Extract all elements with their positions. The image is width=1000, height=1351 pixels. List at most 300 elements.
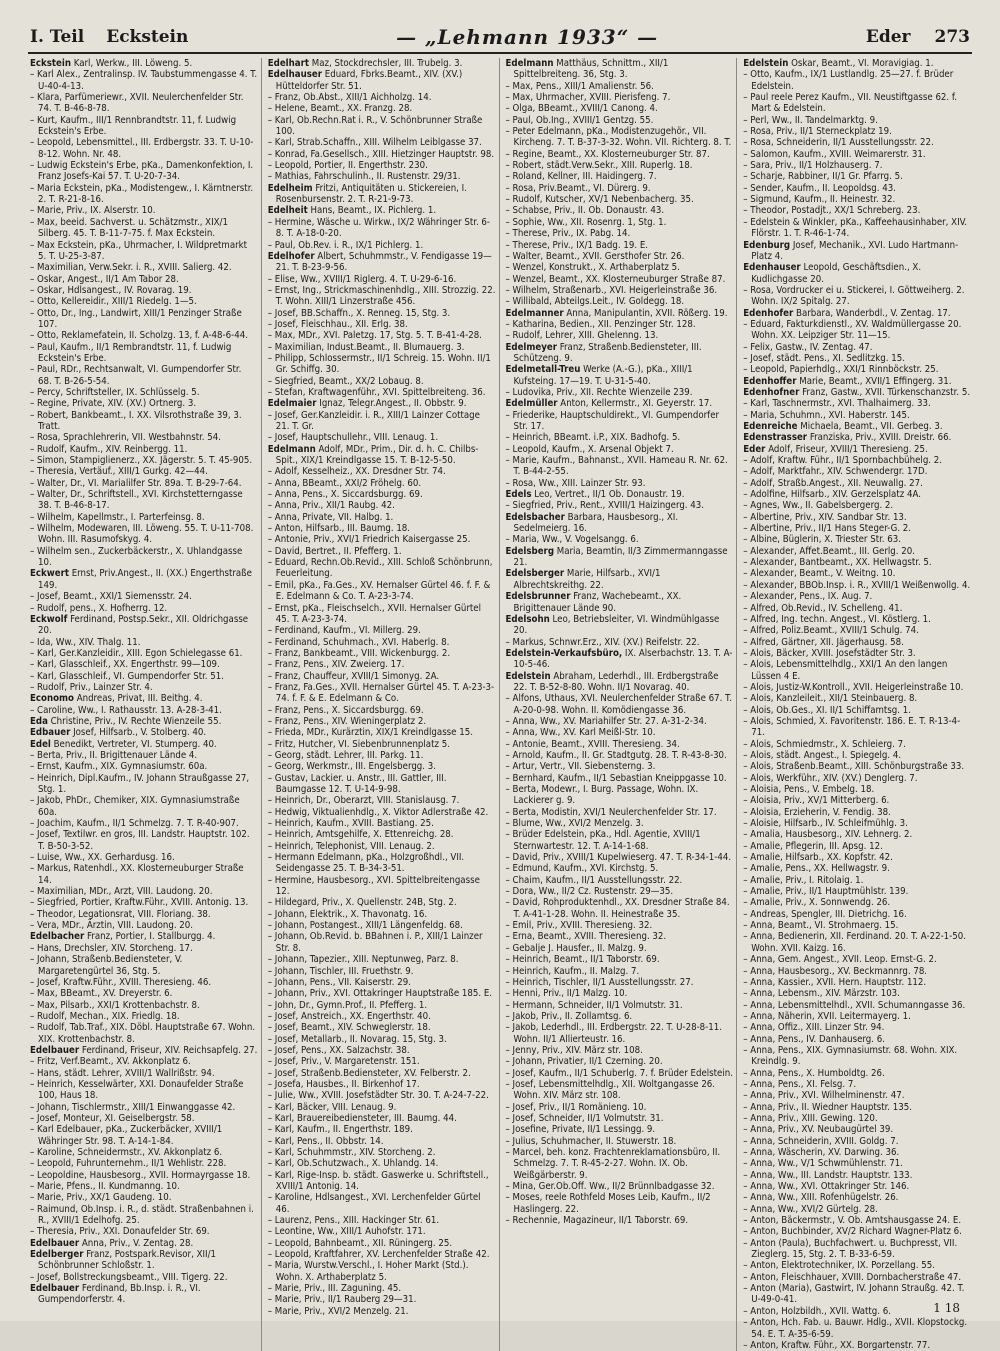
directory-entry: – Rudolf, Kutscher, XV/1 Nebenbacherg. 35.: [505, 194, 694, 206]
directory-entry: – Robert, Bankbeamt., I. XX. Vilsrothstraße 39, 3. Tratt.: [30, 409, 242, 432]
directory-entry: – Mathias, Fahrschulinh., II. Rustenstr. 29/31.: [267, 171, 461, 183]
directory-entry: – Rudolf, Kaufm., XIV. Reinbergg. 11.: [30, 443, 188, 455]
directory-entry: – Anna, Priv., II. Wiedner Hauptstr. 135.: [743, 1101, 912, 1113]
directory-entry: – Max Eckstein, pKa., Uhrmacher, I. Wildpretmarkt 5. T. U-25-3-87.: [30, 239, 248, 262]
directory-entry: – Hildegard, Priv., X. Quellenstr. 24B, Stg. 2.: [267, 897, 457, 909]
directory-entry: – Ernst, Kaufm., XIX. Gymnasiumstr. 60a.: [30, 761, 208, 773]
directory-entry: – Franz, Bankbeamt., VIII. Wickenburgg. 2.: [267, 647, 451, 659]
directory-entry: – Peter Edelmann, pKa., Modistenzugehör., VII. Kircheng. 7. T. B-37-3-32. Wohn. VII. Richterg. 8. T.: [505, 126, 732, 149]
directory-entry: – Hedwig, Viktualienhdlg., X. Viktor Adlerstraße 42.: [267, 806, 489, 818]
directory-entry: – Alois, Justiz-W.Kontroll., XVII. Heigerleinstraße 10.: [743, 681, 964, 693]
directory-entry: – Chaim, Kaufm., II/1 Ausstellungsstr. 22.: [505, 874, 683, 886]
directory-entry: – Karl, Ob.Rechn.Rat i. R., V. Schönbrunner Straße 100.: [267, 114, 483, 138]
directory-entry: – Stefan, Kraftwagenführ., XVI. Spittelbreiteng. 36.: [267, 386, 486, 398]
directory-entry: – Therese, Priv., IX. Pabg. 14.: [505, 228, 631, 240]
directory-entry: – Otto, Kellereidir., XIII/1 Riedelg. 1—5.: [30, 296, 197, 308]
directory-entry: – Anna, Ww., V/1 Schwmühlenstr. 71.: [743, 1158, 903, 1170]
directory-entry: Edelmann Matthäus, Schnittm., XII/1 Spittelbreiteng. 36, Stg. 3.: [505, 58, 669, 81]
directory-entry: – Josef, städt. Pens., XI. Sedlitzkg. 15.: [743, 352, 905, 364]
directory-entry: – Max, Pens., XIII/1 Amalienstr. 56.: [505, 80, 654, 92]
directory-entry: – Anton, Bäckermstr., V. Ob. Amtshausgasse 24. E.: [743, 1215, 962, 1227]
directory-entry: Edelhauser Eduard, Fbrks.Beamt., XIV. (XV.) Hütteldorfer Str. 51.: [267, 69, 463, 92]
directory-entry: – Otto, Reklamefatein, II. Scholzg. 13, f. A-48-6-44.: [30, 330, 248, 342]
directory-entry: – Heinrich, Dr., Oberarzt, VIII. Stanislausg. 7.: [267, 795, 460, 807]
directory-entry: – Marie, Priv., XX/1 Gaudeng. 10.: [30, 1192, 172, 1204]
directory-entry: – Anna, Bedienerin, XII. Ferdinand. 20. T. A-22-1-50. Wohn. XVII. Kaizg. 16.: [743, 931, 967, 954]
directory-entry: – Leontine, Ww., XIII/1 Auhofstr. 171.: [267, 1226, 426, 1238]
directory-entry: – Felix, Gastw., IV. Zentag. 47.: [743, 341, 873, 353]
directory-entry: – Franz, Fa.Ges., XVII. Hernalser Gürtel 45. T. A-23-3-74. f. F. & E. Edelmann & Co.: [267, 681, 495, 705]
directory-entry: – Salomon, Kaufm., XVIII. Weimarerstr. 31.: [743, 148, 926, 160]
directory-entry: – John, Dr., Gymn.Prof., II. Pfefferg. 1.: [267, 999, 428, 1011]
directory-entry: – Emil, pKa., Fa.Ges., XV. Hernalser Gürtel 46. f. F. & E. Edelmann & Co. T. A-23-3-74.: [267, 579, 491, 603]
directory-entry: – Wenzel, Beamt., XX. Klosterneuburger Straße 87.: [505, 273, 726, 285]
directory-entry: – Johann, Postangest., XIII/1 Längenfeldg. 68.: [267, 920, 463, 932]
directory-entry: Edelsohn Leo, Betriebsleiter, VI. Windmühlgasse 20.: [505, 613, 720, 637]
directory-entry: – Amalie, Priv., I. Ritolaig. 1.: [743, 874, 864, 886]
directory-entry: – Marcel, beh. konz. Frachtenreklamationsbüro, II. Schmelzg. 7. T. R-45-2-27. Wohn. IX. Ob. Weißgärberstr. 9.: [505, 1147, 721, 1181]
directory-entry: – Jakob, PhDr., Chemiker, XIX. Gymnasiumstraße 60a.: [30, 795, 240, 818]
directory-entry: – Katharina, Bedien., XII. Penzinger Str. 128.: [505, 318, 696, 330]
directory-entry: – Anna, Schneiderin, XVIII. Goldg. 7.: [743, 1135, 899, 1147]
directory-entry: – Theresia, Vertäuf., XIII/1 Gurkg. 42—44.: [30, 466, 208, 478]
directory-entry: – Klara, Parfümeriewr., XVII. Neulerchenfelder Str. 74. T. B-46-8-78.: [30, 92, 244, 115]
directory-entry: – Anton, Elektrotechniker, IX. Porzellang. 55.: [743, 1260, 935, 1272]
directory-entry: – Anna, Lebensmittelhdl., XVII. Schumanngasse 36.: [743, 999, 966, 1011]
directory-entry: – Theodor, Postadjt., XX/1 Schreberg. 23.: [743, 205, 921, 217]
directory-entry: – Adolf, Kesselheiz., XX. Dresdner Str. 74.: [267, 466, 446, 478]
directory-entry: – Alois, Lebensmittelhdlg., XXI/1 An den langen Lüssen 4 E.: [743, 659, 948, 682]
directory-entry: – Bernhard, Kaufm., II/1 Sebastian Kneippgasse 10.: [505, 772, 727, 784]
directory-entry: – Rudolf, Lehrer, XIII. Ghelenng. 13.: [505, 330, 659, 342]
directory-entry: – Anna, Ww., XVI. Ottakringer Str. 146.: [743, 1181, 910, 1193]
directory-entry: Edelbacher Franz, Portier, I. Stallburgg. 4.: [30, 931, 216, 943]
right-running-head: Eder: [865, 27, 911, 47]
directory-entry: Edelheit Hans, Beamt., IX. Pichlerg. 1.: [267, 205, 437, 217]
directory-entry: Economo Andreas, Privat, III. Beithg. 4.: [30, 693, 203, 705]
directory-entry: Eckwert Ernst, Priv.Angest., II. (XX.) Engerthstraße 149.: [30, 568, 252, 591]
directory-entry: – Johann, Tapezier., XIII. Neptunweg, Parz. 8.: [267, 954, 459, 966]
directory-entry: – Alois, Straßenb.Beamt., XIII. Schönburgstraße 33.: [743, 761, 965, 773]
directory-entry: – Siegfried, Beamt., XX/2 Lobaug. 8.: [267, 375, 424, 387]
directory-columns: [30, 58, 975, 1351]
directory-entry: – Antonie, Beamt., XVIII. Theresieng. 34.: [505, 738, 680, 750]
directory-entry: – Anna, Pens., XIX. Gymnasiumstr. 68. Wohn. XIX. Kreindlg. 9.: [743, 1044, 958, 1068]
page-header: [30, 24, 970, 50]
header-rule: [28, 52, 972, 54]
directory-entry: – Edmund, Kaufm., XVI. Kirchstg. 5.: [505, 863, 659, 875]
directory-entry: – Perl, Ww., II. Tandelmarktg. 9.: [743, 114, 878, 126]
directory-entry: – Siegfried, Priv., Rent., XVIII/1 Haizingerg. 43.: [505, 500, 705, 512]
directory-entry: – Josef, Ger.Kanzleidir. i. R., XIII/1 Lainzer Cottage 21. T. Gr.: [267, 409, 480, 432]
directory-entry: – Theresia, Priv., XXI. Donaufelder Str. 69.: [30, 1226, 210, 1238]
directory-entry: – Henni, Priv., II/1 Malzg. 10.: [505, 988, 628, 1000]
directory-entry: Edelbauer Anna, Priv., V. Zentag. 28.: [30, 1237, 194, 1249]
directory-entry: Edenhauser Leopold, Geschäftsdien., X. Kudlichgasse 20.: [743, 262, 922, 285]
directory-entry: – Amalie, Pflegerin, III. Apsg. 12.: [743, 840, 883, 852]
directory-entry: – Otto, Kaufm., IX/1 Lustlandlg. 25—27. f. Brüder Edelstein.: [743, 69, 954, 92]
directory-entry: – Joachim, Kaufm., II/1 Schmelzg. 7. T. R-40-907.: [30, 818, 239, 830]
directory-entry: – Caroline, Ww., I. Rathausstr. 13. A-28-3-41.: [30, 704, 222, 716]
directory-entry: – Wilhelm, Modewaren, III. Löweng. 55. T. U-11-708. Wohn. III. Rasumofskyg. 4.: [30, 523, 254, 546]
directory-entry: – Rudolf, pens., X. Hofherrg. 12.: [30, 602, 168, 614]
directory-column-4: [743, 58, 975, 1351]
directory-entry: – Leopold, Bahnbeamt., XII. Rüningerg. 25.: [267, 1237, 453, 1249]
directory-column-3: [506, 58, 738, 1351]
directory-entry: Edenburg Josef, Mechanik., XVI. Ludo Hartmann-Platz 4.: [743, 239, 959, 262]
directory-entry: – Eduard, Fakturkdienstl., XV. Waldmüllergasse 20. Wohn. XX. Leipziger Str. 11—15.: [743, 318, 962, 342]
directory-entry: – Frieda, MDr., Kurärztin, XIX/1 Kreindlgasse 15.: [267, 727, 473, 739]
directory-entry: Edelhofer Albert, Schuhmmstr., V. Fendigasse 19—21. T. B-23-9-56.: [267, 250, 492, 274]
directory-entry: – Alfred, Gärtner, XII. Jägerhausg. 58.: [743, 636, 904, 648]
directory-entry: Edelbauer Ferdinand, Bb.Insp. i. R., VI. Gumpendorferstr. 4.: [30, 1283, 201, 1306]
directory-entry: – Kurt, Kaufm., III/1 Rennbrandtstr. 11, f. Ludwig Eckstein's Erbe.: [30, 114, 237, 138]
directory-entry: – Josef, Priv., II/1 Romänieng. 10.: [505, 1101, 647, 1113]
directory-entry: – Anna, Beamt., VI. Strohmaerg. 15.: [743, 920, 899, 932]
directory-entry: – Sara, Priv., II/1 Holzhauserg. 7.: [743, 160, 883, 172]
directory-entry: – Berta, Modistin, XVI/1 Neulerchenfelder Str. 17.: [505, 806, 717, 818]
directory-entry: – Karl, Brauereibediensteter, III. Baumg. 44.: [267, 1112, 457, 1124]
directory-entry: Edelmetall-Treu Werke (A.-G.), pKa., XIII/1 Kufsteing. 17—19. T. U-31-5-40.: [505, 364, 693, 387]
directory-entry: – Alois, Bäcker, XVIII. Josefstädter Str. 3.: [743, 647, 916, 659]
directory-entry: – Anna, Priv., XVI. Wilhelminenstr. 47.: [743, 1090, 905, 1102]
directory-entry: – Maximilian, Verw.Sekr. i. R., XVIII. Salierg. 42.: [30, 262, 232, 274]
directory-entry: Eckwolf Ferdinand, Postsp.Sekr., XII. Oldrichgasse 20.: [30, 613, 249, 637]
directory-entry: – Heinrich, Tischler, II/1 Ausstellungsstr. 27.: [505, 976, 694, 988]
directory-entry: – Therese, Priv., IX/1 Badg. 19. E.: [505, 239, 649, 251]
directory-entry: – Paul reele Perez Kaufm., VII. Neustiftgasse 62. f. Mart & Edelstein.: [743, 92, 957, 115]
directory-entry: – Karoline, Hdlsangest., XVI. Lerchenfelder Gürtel 46.: [267, 1192, 481, 1215]
directory-entry: – Rosa, Sprachlehrerin, VII. Westbahnstr. 54.: [30, 432, 221, 444]
directory-entry: – Agnes, Ww., II. Gabelsbergerg. 2.: [743, 500, 894, 512]
section-label: I. Teil: [30, 27, 85, 47]
directory-entry: – Maria, Wurstw.Verschl., I. Hoher Markt (Std.). Wohn. X. Arthaberplatz 5.: [267, 1260, 469, 1283]
directory-entry: – Olga, BBeamt., XVIII/1 Canong. 4.: [505, 103, 658, 115]
directory-entry: – Max, Pilsarb., XXI/1 Krottenbachstr. 8.: [30, 999, 200, 1011]
directory-entry: Edelsbacher Barbara, Hausbesorg., XI. Sedelmeierg. 16.: [505, 511, 679, 535]
directory-entry: – Jakob, Lederhdl., III. Erdbergstr. 22. T. U-28-8-11. Wohn. II/1 Allierteustr. 16.: [505, 1022, 723, 1045]
directory-entry: – Anton, Holzbildh., XVII. Wattg. 6.: [743, 1305, 891, 1317]
directory-entry: – Georg, städt. Lehrer, III. Parkg. 11.: [267, 749, 424, 761]
directory-entry: – Sender, Kaufm., II. Leopoldsg. 43.: [743, 182, 896, 194]
directory-entry: Eckstein Karl, Werkw., III. Löweng. 5.: [30, 58, 193, 69]
directory-entry: – Sigmund, Kaufm., II. Heinestr. 32.: [743, 194, 896, 206]
directory-entry: – Josef, Lebensmittelhdlg., XII. Woltgangasse 26. Wohn. XIV. März str. 108.: [505, 1078, 716, 1102]
directory-entry: Edenstrasser Franziska, Priv., XVIII. Dreistr. 66.: [743, 432, 952, 444]
directory-entry: Edelheim Fritzi, Antiquitäten u. Stickereien, I. Rosenbursenstr. 2. T. R-21-9-73.: [267, 182, 467, 206]
directory-entry: – Anna, Ww., XVI/2 Gürtelg. 28.: [743, 1203, 878, 1215]
directory-entry: – Aloisia, Erzieherin, V. Fendig. 38.: [743, 806, 891, 818]
directory-entry: – Gustav, Lackier. u. Anstr., III. Gattler, III. Baumgasse 12. T. U-14-9-98.: [267, 772, 447, 795]
directory-entry: – Johann, Straßenb.Bediensteter, V. Margaretengürtel 36, Stg. 5.: [30, 954, 183, 977]
directory-entry: – Franz, Pens., X. Siccardsburgg. 69.: [267, 704, 424, 716]
directory-entry: – Albertine, Priv., II/1 Hans Steger-G. 2.: [743, 523, 912, 535]
publication-title: — „Lehmann 1933“ —: [396, 25, 659, 49]
directory-entry: – Julie, Ww., XVIII. Josefstädter Str. 30. T. A-24-7-22.: [267, 1090, 489, 1102]
directory-entry: – Josef, Bollstreckungsbeamt., VIII. Tigerg. 22.: [30, 1271, 228, 1283]
directory-entry: – Jenny, Priv., XIV. März str. 108.: [505, 1044, 643, 1056]
directory-entry: – Berta, Modewr., I. Burg. Passage, Wohn. IX. Lackierer g. 9.: [505, 784, 699, 807]
directory-entry: Edelmüller Anton, Kellermstr., XI. Geyerstr. 17.: [505, 398, 713, 410]
directory-entry: – Fritz, Verf.Beamt., XV. Akkonplatz 6.: [30, 1056, 191, 1068]
directory-entry: – Maximilian, MDr., Arzt, VIII. Laudong. 20.: [30, 886, 213, 898]
directory-entry: – Hermine, Hausbesorg., XVI. Spittelbreitengasse 12.: [267, 874, 480, 898]
directory-entry: – Heinrich, Kaufm., II. Malzg. 7.: [505, 965, 640, 977]
directory-entry: – Theodor, Legationsrat, VIII. Floriang. 38.: [30, 908, 211, 920]
directory-entry: – Anna, Priv., XV. Neubaugürtel 39.: [743, 1124, 894, 1136]
directory-entry: – Karl Alex., Zentralinsp. IV. Taubstummengasse 4. T. U-40-4-13.: [30, 69, 258, 92]
directory-entry: Edelmann Adolf, MDr., Prim., Dir. d. h. C. Chilbs-Spit., XIX/1 Kreindlgasse 15. T. B-12-5-50.: [267, 443, 479, 467]
directory-entry: – Anna, Lebensm., XIV. Märzstr. 103.: [743, 988, 900, 1000]
directory-entry: – Ernst, pKa., Fleischselch., XVII. Hernalser Gürtel 45. T. A-23-3-74.: [267, 602, 481, 625]
directory-entry: – Ferdinand, Schuhmach., XVI. Haberlg. 8.: [267, 636, 450, 648]
directory-entry: – Maria, Ww., V. Vogelsangg. 6.: [505, 534, 639, 546]
directory-entry: – Elise, Ww., XVIII/1 Riglerg. 4. T. U-29-6-16.: [267, 273, 457, 285]
directory-entry: – Franz, Ob.Abst., XIII/1 Aichholzg. 14.: [267, 92, 432, 104]
directory-entry: Edelbauer Ferdinand, Friseur, XIV. Reichsapfelg. 27.: [30, 1044, 258, 1056]
directory-entry: – David, Bertret., II. Pfefferg. 1.: [267, 545, 402, 557]
directory-entry: – Aloisia, Priv., XV/1 Mitterberg. 6.: [743, 795, 890, 807]
directory-entry: – Heinrich, Kaufm., XVIII. Bastiang. 25.: [267, 818, 434, 830]
directory-entry: – Karl, Ob.Schutzwach., X. Uhlandg. 14.: [267, 1158, 439, 1170]
directory-entry: – Aloisie, Hilfsarb., IV. Schleifmühlg. 3.: [743, 818, 908, 830]
directory-entry: – Franz, Chauffeur, XVIII/1 Simonyg. 2A.: [267, 670, 440, 682]
directory-entry: – Max, MDr., XVI. Paletzg. 17, Stg. 5. T. B-41-4-28.: [267, 330, 482, 342]
directory-entry: – Amalie, Priv., II/1 Hauptmühlstr. 139.: [743, 886, 909, 898]
directory-entry: – Laurenz, Pens., XIII. Hackinger Str. 61.: [267, 1215, 440, 1227]
directory-entry: – Rechennie, Magazineur, II/1 Taborstr. 69.: [505, 1215, 689, 1227]
directory-entry: – Anton, Fleischhauer, XVIII. Dornbacherstraße 47.: [743, 1271, 962, 1283]
directory-entry: – Willibald, Abteilgs.Leit., IV. Goldegg. 18.: [505, 296, 685, 308]
directory-entry: – Josef, Textilwr. en gros, III. Landstr. Hauptstr. 102. T. B-50-3-52.: [30, 829, 250, 852]
directory-entry: – Raimund, Ob.Insp. i. R., d. städt. Straßenbahnen i. R., XVIII/1 Edelhofg. 25.: [30, 1203, 254, 1227]
directory-entry: – Jakob, Priv., II. Zollamtsg. 6.: [505, 1010, 633, 1022]
directory-entry: – Luise, Ww., XX. Gerhardusg. 16.: [30, 852, 175, 864]
directory-entry: – Josefa, Hausbes., II. Birkenhof 17.: [267, 1078, 420, 1090]
directory-entry: – Josef, Beamt., XIV. Schweglerstr. 18.: [267, 1022, 431, 1034]
directory-entry: – Vera, MDr., Ärztin, VIII. Laudong. 20.: [30, 920, 194, 932]
directory-entry: – Alois, Ob.Ges., XI. II/1 Schiffamtsg. 1.: [743, 704, 911, 716]
directory-entry: – Hermine, Wäsche u. Wirkw., IX/2 Währinger Str. 6-8. T. A-18-0-20.: [267, 216, 491, 240]
directory-entry: Eder Adolf, Friseur, XVIII/1 Theresieng. 25.: [743, 443, 928, 455]
directory-entry: – Anna, Ww., XV. Karl Meißl-Str. 10.: [505, 727, 656, 739]
directory-entry: – Konrad, Fa.Gesellsch., XIII. Hietzinger Hauptstr. 98.: [267, 148, 495, 160]
directory-entry: – Albine, Büglerin, X. Triester Str. 63.: [743, 534, 901, 546]
directory-entry: – Johann, Tischler, III. Fruethstr. 9.: [267, 965, 414, 977]
directory-entry: – Marie, Priv., IX. Alserstr. 10.: [30, 205, 156, 217]
directory-entry: – Adolf, Straßb.Angest., XII. Neuwallg. 27.: [743, 477, 923, 489]
directory-entry: – Max, BBeamt., XV. Dreyerstr. 6.: [30, 988, 173, 1000]
directory-entry: – Philipp, Schlossermstr., II/1 Schreig. 15. Wohn. II/1 Gr. Schiffg. 30.: [267, 352, 491, 376]
directory-entry: Edenhofner Franz, Gastw., XVII. Türkenschanzstr. 5.: [743, 386, 971, 398]
directory-entry: – Paul, Ob.Rev. i. R., IX/1 Pichlerg. 1.: [267, 239, 424, 251]
directory-entry: – Alois, Schmied, X. Favoritenstr. 186. E. T. R-13-4-71.: [743, 715, 961, 739]
directory-entry: – Schabse, Priv., II. Ob. Donaustr. 43.: [505, 205, 665, 217]
directory-entry: – Max, Uhrmacher, XVIII. Pierisfeng. 7.: [505, 92, 671, 104]
directory-entry: – Alfred, Poliz.Beamt., XVIII/1 Schulg. 74.: [743, 625, 919, 637]
directory-entry: – Marie, Priv., XVI/2 Menzelg. 21.: [267, 1305, 409, 1317]
directory-entry: – Hermann Edelmann, pKa., Holzgroßhdl., VII. Seidengasse 25. T. B-34-3-51.: [267, 852, 465, 875]
directory-entry: – Karl, Pens., II. Obbstr. 14.: [267, 1135, 384, 1147]
directory-entry: – Adolfine, Hilfsarb., XIV. Gerzelsplatz 4A.: [743, 489, 921, 501]
directory-entry: – Anna, Private, VII. Halbg. 1.: [267, 511, 394, 523]
directory-entry: – Amalie, Hilfsarb., XX. Kopfstr. 42.: [743, 852, 893, 864]
directory-entry: – Karl, Ger.Kanzleidir., XIII. Egon Schielegasse 61.: [30, 647, 243, 659]
directory-entry: – Gebalje J. Hausfer., II. Malzg. 9.: [505, 942, 647, 954]
directory-entry: – Artur, Vertr., VII. Siebensterng. 3.: [505, 761, 656, 773]
directory-entry: – Anna, Näherin, XVII. Leitermayerg. 1.: [743, 1010, 911, 1022]
directory-entry: – Franz, Pens., XIV. Zweierg. 17.: [267, 659, 405, 671]
directory-entry: – Anna, Pens., IV. Danhauserg. 6.: [743, 1033, 885, 1045]
directory-entry: – Julius, Schuhmacher, II. Stuwerstr. 18.: [505, 1135, 677, 1147]
directory-entry: – Walter, Dr., Schriftstell., XVI. Kirchstetterngasse 38. T. B-46-8-17.: [30, 489, 243, 512]
directory-entry: – Marie, Priv., III. Zaguning. 45.: [267, 1283, 402, 1295]
directory-entry: – Alfons, Uthaus, XVI. Neulerchenfelder Straße 67. T. A-20-0-98. Wohn. II. Komödiengasse 36.: [505, 693, 733, 716]
directory-entry: – Johann, Ob.Revid. b. BBahnen i. P., XIII/1 Lainzer Str. 8.: [267, 931, 483, 954]
directory-entry: – Josef, Kaufm., II/1 Schuberlg. 7. f. Brüder Edelstein.: [505, 1067, 733, 1079]
directory-entry: – Anna, Hausbesorg., XV. Beckmannrg. 78.: [743, 965, 928, 977]
page-number: 273: [934, 27, 970, 47]
directory-entry: – Berta, Priv., II. Brigittenauer Lände 4.: [30, 749, 198, 761]
directory-entry: – Josef, Monteur, XI. Geiselbergstr. 58.: [30, 1112, 195, 1124]
directory-entry: Edelstein Abraham, Lederhdl., III. Erdbergstraße 22. T. B-52-8-80. Wohn. II/1 Novarag. 40.: [505, 670, 719, 693]
directory-entry: – Josef, Straßenb.Bediensteter, XV. Felberstr. 2.: [267, 1067, 471, 1079]
directory-entry: – Anna, Offiz., XIII. Linzer Str. 94.: [743, 1022, 885, 1034]
directory-entry: – Alfred, Ob.Revid., IV. Schelleng. 41.: [743, 602, 903, 614]
directory-entry: Edelstein Oskar, Beamt., VI. Moravigiag. 1.: [743, 58, 934, 69]
directory-entry: Edenreiche Michaela, Beamt., VII. Gerbeg. 3.: [743, 421, 943, 432]
directory-entry: – Karl, Glasschleif., VI. Gumpendorfer Str. 51.: [30, 670, 224, 682]
directory-entry: – Amalia, Hausbesorg., XIV. Lehnerg. 2.: [743, 829, 913, 841]
directory-entry: – Rosa, Ww., XIII. Lainzer Str. 93.: [505, 477, 646, 489]
directory-entry: – Adolf, Marktfahr., XIV. Schwendergr. 17D.: [743, 466, 928, 478]
directory-entry: Edelsberg Maria, Beamtin, II/3 Zimmermanngasse 21.: [505, 545, 728, 569]
directory-entry: – Karl, Rige-Insp. b. städt. Gaswerke u. Schriftstell., XVIII/1 Antonig. 14.: [267, 1169, 489, 1193]
directory-entry: – Josef, Schneider, II/1 Volmutstr. 31.: [505, 1112, 664, 1124]
directory-entry: – Anton, Kraftw. Führ., XX. Borgartenstr. 77.: [743, 1339, 931, 1351]
directory-entry: – Simon, Stampiglienerz., XX. Jägerstr. 5. T. 45-905.: [30, 455, 253, 467]
directory-entry: – Friederike, Hauptschuldirekt., VI. Gumpendorfer Str. 17.: [505, 409, 720, 432]
directory-entry: Edelmeyer Franz, Straßenb.Bediensteter, III. Schützeng. 9.: [505, 341, 702, 364]
directory-entry: – Ludovika, Priv., XII. Rechte Wienzeile 239.: [505, 386, 693, 398]
directory-entry: – Alois, Schmiedmstr., X. Schleierg. 7.: [743, 738, 906, 750]
directory-entry: – Maria Eckstein, pKa., Modistengew., I. Kärntnerstr. 2. T. R-21-8-16.: [30, 182, 254, 206]
left-running-head: Eckstein: [106, 27, 189, 47]
directory-entry: – Alexander, BBOb.Insp. i. R., XVIII/1 Weißenwollg. 4.: [743, 579, 971, 591]
directory-entry: – Heinrich, Amtsgehilfe, X. Ettenreichg. 28.: [267, 829, 454, 841]
directory-entry: – Maria, Schuhmn., XVI. Haberstr. 145.: [743, 409, 910, 421]
directory-entry: – Alois, Kanzleileit., XII/1 Steinbauerg. 8.: [743, 693, 918, 705]
directory-entry: – Rosa, Vordrucker ei u. Stickerei, I. Göttweiherg. 2. Wohn. IX/2 Spitalg. 27.: [743, 284, 965, 308]
directory-entry: – Alexander, Bantbeamt., XX. Hellwagstr. 5.: [743, 557, 932, 569]
directory-entry: Edelsberger Marie, Hilfsarb., XVI/1 Albrechtskreithg. 22.: [505, 568, 661, 591]
directory-entry: – David, Priv., XVIII/1 Kupelwieserg. 47. T. R-34-1-44.: [505, 852, 732, 864]
directory-entry: – Erna, Beamt., XVIII. Theresieng. 32.: [505, 931, 667, 943]
directory-entry: – Josef, Kraftw.Führ., XVIII. Theresieng. 46.: [30, 976, 212, 988]
directory-entry: – Alois, Werkführ., XIV. (XV.) Denglerg. 7.: [743, 772, 918, 784]
directory-entry: – Josef, Beamt., XXI/1 Siemensstr. 24.: [30, 591, 192, 603]
directory-entry: – Walter, Dr., VI. Marialilfer Str. 89a. T. B-29-7-64.: [30, 477, 242, 489]
directory-entry: – Heinrich, Telephonist, VIII. Lenaug. 2.: [267, 840, 435, 852]
directory-entry: – Karl Edelbauer, pKa., Zuckerbäcker, XVIII/1 Währinger Str. 98. T. A-14-1-84.: [30, 1124, 223, 1147]
directory-entry: Edelstein-Verkaufsbüro, IX. Alserbachstr. 13. T. A-10-5-46.: [505, 647, 733, 671]
directory-entry: Edelhart Maz, Stockdrechsler, III. Trubelg. 3.: [267, 58, 463, 69]
directory-entry: – Roland, Kellner, III. Haidingerg. 7.: [505, 171, 657, 183]
directory-entry: – Amalie, Pens., XX. Hellwagstr. 9.: [743, 863, 890, 875]
directory-entry: – Rosa, Priv., II/1 Sterneckplatz 19.: [743, 126, 892, 138]
directory-entry: – Marie, Kaufm., Bahnanst., XVII. Hameau R. Nr. 62. T. B-44-2-55.: [505, 455, 728, 478]
directory-entry: – Percy, Schriftsteller, IX. Schlüsselg. 5.: [30, 386, 200, 398]
directory-entry: – Edelstein & Winkler, pKa., Kaffeehausinhaber, XIV. Flörstr. 1. T. R-46-1-74.: [743, 216, 968, 240]
directory-entry: – Paul, RDr., Rechtsanwalt, VI. Gumpendorfer Str. 68. T. B-26-5-54.: [30, 364, 242, 387]
directory-entry: – Wilhelm, Kapellmstr., I. Parterfeinsg. 8.: [30, 511, 205, 523]
directory-entry: – Johann, Priv., XVI. Ottakringer Hauptstraße 185. E.: [267, 988, 493, 1000]
directory-entry: – Otto, Dr., Ing., Landwirt, XIII/1 Penzinger Straße 107.: [30, 307, 242, 330]
directory-entry: – Scharje, Rabbiner, II/1 Gr. Pfarrg. 5.: [743, 171, 903, 183]
directory-entry: – Josef, BB.Schaffn., X. Renneg. 15, Stg. 3.: [267, 307, 451, 319]
directory-entry: – Josef, Pens., XX. Salzachstr. 38.: [267, 1044, 410, 1056]
directory-entry: – Anna, Ww., XV. Mariahilfer Str. 27. A-31-2-34.: [505, 715, 707, 727]
directory-entry: – Oskar, Angest., II/1 Am Tabor 28.: [30, 273, 179, 285]
directory-entry: – Leopold, Kaufm., X. Arsenal Objekt 7.: [505, 443, 674, 455]
directory-entry: – Adolf, Kraftw. Führ., II/1 Spornbachbühelg. 2.: [743, 455, 943, 467]
directory-entry: – Rudolf, Priv., Lainzer Str. 4.: [30, 681, 153, 693]
directory-entry: – Anton, Hilfsarb., III. Baumg. 18.: [267, 523, 411, 535]
directory-entry: – Leopold, Lebensmittel., III. Erdbergstr. 33. T. U-10-8-12. Wohn. Nr. 48.: [30, 137, 254, 160]
directory-entry: – Rosa, Priv.Beamt., VI. Dürerg. 9.: [505, 182, 651, 194]
directory-entry: – Anton, Hch. Fab. u. Bauwr. Hdlg., XVII. Klopstockg. 54. E. T. A-35-6-59.: [743, 1317, 968, 1340]
directory-entry: – Johann, Elektrik., X. Thavonatg. 16.: [267, 908, 428, 920]
directory-entry: – Regine, Beamt., XX. Klosterneuburger Str. 87.: [505, 148, 710, 160]
directory-entry: – Amalie, Priv., X. Sonnwendg. 26.: [743, 897, 891, 909]
directory-entry: – Aloisia, Pens., V. Embelg. 18.: [743, 784, 875, 795]
directory-entry: – Leopoldine, Hausbesorg., XVII. Hormayrgasse 18.: [30, 1169, 251, 1181]
directory-entry: – Leopold, Portier, II. Engerthstr. 230.: [267, 160, 428, 172]
directory-entry: – Anna, Priv., XII/1 Raubg. 42.: [267, 500, 395, 512]
directory-entry: – Heinrich, Dipl.Kaufm., IV. Johann Straußgasse 27, Stg. 1.: [30, 772, 250, 795]
directory-entry: – Anna, Ww., XIII. Rofenhügelstr. 26.: [743, 1192, 899, 1204]
directory-entry: – Hermann, Schneider, II/1 Volmutstr. 31.: [505, 999, 683, 1011]
directory-entry: – Emil, Priv., XVIII. Theresieng. 32.: [505, 920, 653, 932]
directory-entry: – Wilhelm sen., Zuckerbäckerstr., X. Uhlandgasse 10.: [30, 545, 243, 569]
directory-entry: – Anton, Buchbinder, XV/2 Richard Wagner-Platz 6.: [743, 1226, 962, 1238]
page-footer-mark: 1 18: [933, 1301, 960, 1315]
directory-entry: – Moses, reele Rothfeld Moses Leib, Kaufm., II/2 Haslingerg. 22.: [505, 1192, 711, 1215]
directory-entry: – Oskar, Hdlsangest., IV. Rovarag. 19.: [30, 284, 192, 296]
directory-entry: – Josefine, Private, II/1 Lessingg. 9.: [505, 1124, 656, 1136]
directory-entry: – Helene, Beamt., XX. Franzg. 28.: [267, 103, 413, 115]
directory-entry: – Anna, Pens., X. Siccardsburgg. 69.: [267, 489, 423, 501]
directory-entry: – Alexander, Beamt., V. Weitng. 10.: [743, 568, 896, 580]
directory-entry: – Dora, Ww., II/2 Cz. Rustenstr. 29—35.: [505, 886, 674, 898]
directory-entry: – Josef, Priv., V. Margaretenstr. 151.: [267, 1056, 420, 1068]
directory-entry: – Ferdinand, Kaufm., VI. Millerg. 29.: [267, 625, 421, 637]
directory-entry: – Georg, Werkmstr., III. Engelsbergg. 3.: [267, 761, 436, 773]
directory-entry: – Alexander, Pens., IX. Aug. 7.: [743, 591, 873, 603]
directory-entry: – Alois, städt. Angest., I. Spiegelg. 4.: [743, 749, 902, 761]
directory-entry: – Sophie, Ww., XII. Rosenrg. 1, Stg. 1.: [505, 216, 667, 228]
directory-entry: – Rudolf, Mechan., XIX. Friedlg. 18.: [30, 1010, 180, 1022]
directory-entry: – Andreas, Spengler, III. Dietrichg. 16.: [743, 908, 907, 920]
directory-entry: Edelberger Franz, Postspark.Revisor, XII/1 Schönbrunner Schloßstr. 1.: [30, 1249, 216, 1272]
directory-entry: – Paul, Ob.Ing., XVIII/1 Gentzg. 55.: [505, 114, 654, 126]
directory-entry: – Heinrich, Kesselwärter, XXI. Donaufelder Straße 100, Haus 18.: [30, 1078, 244, 1102]
directory-entry: – Albertine, Priv., XIV. Sandbar Str. 13.: [743, 511, 907, 523]
directory-entry: – Wilhelm, Straßenarb., XVI. Heigerleinstraße 36.: [505, 284, 718, 296]
directory-entry: – Eduard, Rechn.Ob.Revid., XIII. Schloß Schönbrunn, Feuerleitung.: [267, 557, 493, 580]
directory-entry: – Karl, Bäcker, VIII. Lenaug. 9.: [267, 1101, 397, 1113]
directory-entry: – Hans, Drechsler, XIV. Storcheng. 17.: [30, 942, 193, 954]
